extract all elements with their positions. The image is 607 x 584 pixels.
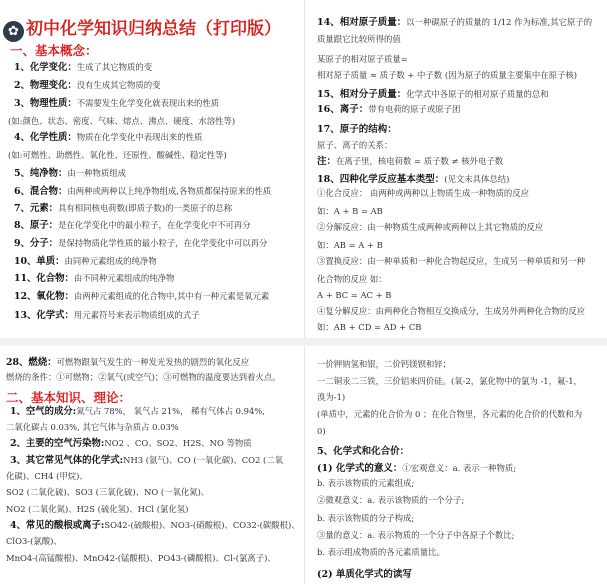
- knowledge-text: 二氧化碳占 0.03%, 其它气体与杂质占 0.03%: [6, 422, 179, 432]
- knowledge-line: [10, 520, 300, 531]
- concept-definition: 是保持物质化学性质的最小粒子，在化学变化中可以再分: [58, 238, 268, 248]
- knowledge-text: 氮气占 78%， 氧气占 21%， 稀有气体占 0.94%,: [76, 406, 265, 416]
- concept-term: 6、混合物：: [14, 186, 68, 197]
- knowledge-line: [6, 487, 209, 498]
- concept-definition: 以一种碳原子的质量的 1/12 作为标准,其它原子的: [406, 17, 593, 27]
- concept-item: [14, 62, 152, 73]
- brain-icon: ✿: [3, 21, 24, 42]
- concept-definition: 是在化学变化中的最小粒子，在化学变化中不可再分: [58, 220, 251, 230]
- knowledge-text: SO42-(硫酸根)、NO3-(硝酸根)、CO32-(碳酸根)、: [104, 520, 300, 530]
- concept-definition: 由两种或两种以上纯净物组成,各物质都保持原来的性质: [67, 186, 272, 196]
- knowledge-heading: (2) 单质化学式的读写: [317, 569, 412, 580]
- concept-definition: 由不同种元素组成的纯净物: [73, 273, 175, 283]
- concept-line: ④复分解反应：由两种化合物相互交换成分，生成另外两种化合物的反应: [317, 306, 585, 316]
- concept-term: 18、四种化学反应基本类型：: [317, 174, 445, 185]
- concept-line: 相对原子质量 ≈ 质子数 + 中子数 (因为原子的质量主要集中在原子核): [317, 70, 578, 80]
- concept-definition: 不需要发生化学变化就表现出来的性质: [76, 98, 220, 108]
- concept-definition: 在离子里，核电荷数 = 质子数 ≠ 核外电子数: [336, 156, 504, 166]
- concept-heading: [317, 14, 592, 28]
- knowledge-text: 化碳)、CH4 (甲烷)、: [6, 471, 88, 481]
- concept-term: 2、物理变化：: [14, 80, 77, 91]
- document-title: 初中化学知识归纳总结（打印版）: [26, 19, 281, 39]
- concept-heading: [317, 171, 509, 185]
- knowledge-heading: 5、化学式和化合价：: [317, 446, 410, 457]
- concept-line: ①化合反应： 由两种或两种以上物质生成一种物质的反应: [317, 188, 530, 198]
- concept-definition: 由一种物质组成: [67, 168, 127, 178]
- concept-term: 9、分子：: [14, 238, 59, 249]
- knowledge-text: NO2 、CO、SO2、H2S、NO 等物质: [104, 438, 252, 448]
- concept-item: [14, 168, 126, 179]
- concept-heading: [317, 86, 549, 100]
- concept-definition: 由同种元素组成的纯净物: [64, 256, 157, 266]
- knowledge-line: [6, 536, 62, 547]
- concept-item: [14, 186, 271, 197]
- section-heading-basic-knowledge: 二、基本知识、理论：: [6, 390, 132, 405]
- knowledge-line: [6, 553, 276, 564]
- concept-term: 14、相对原子质量：: [317, 17, 407, 28]
- concept-heading: [317, 101, 460, 115]
- knowledge-line: 一价钾钠氢和银，二价钙镁钡和锌；: [317, 359, 451, 369]
- concept-item: [14, 220, 251, 231]
- knowledge-line: b. 表示该物质的分子构成;: [317, 513, 415, 523]
- concept-term: 4、化学性质：: [14, 132, 77, 143]
- concept-item: [8, 116, 235, 127]
- concept-term: 11、化合物：: [14, 273, 74, 284]
- concept-definition: 物质在化学变化中表现出来的性质: [76, 132, 203, 142]
- concept-term: 12、氧化物：: [14, 291, 74, 302]
- concept-line: 质量跟它比较所得的值: [317, 34, 401, 44]
- burn-definition: 28、燃烧：可燃物跟氧气发生的一种发光发热的剧烈的氧化反应: [6, 357, 250, 368]
- concept-definition: (见文末具体总结): [444, 174, 510, 184]
- knowledge-line: [10, 406, 265, 417]
- concept-definition: (如:可燃性、助燃性、氧化性、还原性、酸碱性、稳定性等): [8, 150, 227, 160]
- page-bottom-right: [305, 346, 607, 584]
- concept-line: 如：AB + CD = AD + CB: [317, 322, 422, 332]
- concept-term: 1、化学变化：: [14, 62, 77, 73]
- concept-definition: 具有相同核电荷数(即质子数)的一类原子的总称: [58, 203, 233, 213]
- concept-term: 3、物理性质：: [14, 98, 77, 109]
- concept-item: [14, 310, 200, 321]
- concept-line: 某原子的相对原子质量=: [317, 54, 408, 64]
- section-heading-basic-concepts: 一、基本概念：: [10, 43, 98, 58]
- knowledge-line: 0): [317, 426, 326, 436]
- page-top-left: [0, 0, 305, 338]
- concept-heading: [317, 121, 397, 135]
- concept-term: 16、离子：: [317, 104, 369, 115]
- concept-item: [8, 150, 227, 161]
- concept-definition: 化学式中各原子的相对原子质量的总和: [406, 89, 549, 99]
- concept-item: [14, 80, 161, 91]
- concept-term: 7、元素：: [14, 203, 59, 214]
- concept-definition: (如:颜色、状态、密度、气味、熔点、沸点、硬度、水溶性等): [8, 116, 236, 126]
- burn-conditions: 燃烧的条件：①可燃物；②氧气(或空气)；③可燃物的温度要达到着火点。: [6, 372, 281, 382]
- concept-term: 13、化学式：: [14, 310, 74, 321]
- note-line: [317, 153, 503, 167]
- knowledge-term: (1) 化学式的意义：: [317, 463, 403, 474]
- knowledge-line: [6, 422, 179, 433]
- concept-item: [14, 273, 174, 284]
- concept-item: [14, 291, 269, 302]
- concept-item: [14, 203, 232, 214]
- concept-term: 17、原子的结构：: [317, 124, 397, 135]
- knowledge-line: (单质中，元素的化合价为 0 ；在化合物里，各元素的化合价的代数和为: [317, 409, 583, 419]
- concept-line: ③置换反应：由一种单质和一种化合物起反应，生成另一种单质和另一种: [317, 256, 585, 266]
- concept-term: 10、单质：: [14, 256, 65, 267]
- concept-item: [14, 238, 267, 249]
- knowledge-line: b. 表示该物质的元素组成;: [317, 478, 415, 488]
- knowledge-line: [6, 504, 188, 515]
- concept-definition: 生成了其它物质的变: [76, 62, 153, 72]
- knowledge-line: ②微观意义：a. 表示该物质的一个分子;: [317, 495, 465, 505]
- knowledge-line: [10, 455, 283, 466]
- knowledge-term: 3、其它常见气体的化学式:: [10, 455, 124, 466]
- concept-term: 注：: [317, 156, 337, 167]
- knowledge-line: 溴为-1): [317, 392, 346, 402]
- concept-line: 如：AB = A + B: [317, 240, 383, 250]
- concept-item: [14, 98, 219, 109]
- concept-term: 5、纯净物：: [14, 168, 68, 179]
- knowledge-line: b. 表示组成物质的各元素质量比。: [317, 547, 445, 557]
- knowledge-text: ①宏观意义：a. 表示一种物质;: [402, 463, 517, 473]
- concept-term: 15、相对分子质量：: [317, 89, 407, 100]
- knowledge-term: 4、常见的酸根或离子:: [10, 520, 105, 531]
- concept-line: 化合物的反应 如：: [317, 274, 387, 284]
- knowledge-term: 2、主要的空气污染物:: [10, 438, 105, 449]
- concept-line: A + BC = AC + B: [317, 290, 392, 300]
- knowledge-line: 一二铜汞二三铁，三价铝来四价硅。(氧-2，氯化物中的氯为 -1，氟-1，: [317, 376, 582, 386]
- concept-definition: 没有生成其它物质的变: [76, 80, 161, 90]
- concept-line: 如：A + B = AB: [317, 206, 383, 216]
- knowledge-term: 1、空气的成分:: [10, 406, 77, 417]
- page-top-right: [305, 0, 607, 338]
- concept-line: ②分解反应：由一种物质生成两种或两种以上其它物质的反应: [317, 222, 544, 232]
- concept-definition: 由两种元素组成的化合物中,其中有一种元素是氧元素: [73, 291, 270, 301]
- knowledge-text: NH3 (氨气)、CO (一氧化碳)、CO2 (二氧: [123, 455, 284, 465]
- concept-definition: 用元素符号来表示物质组成的式子: [73, 310, 200, 320]
- knowledge-line: ③量的意义：a. 表示物质的一个分子中各原子个数比;: [317, 530, 515, 540]
- knowledge-line: [10, 438, 252, 449]
- knowledge-text: ClO3-(氯酸)、: [6, 536, 62, 546]
- concept-line: 原子、离子的关系：: [317, 140, 393, 150]
- knowledge-subheading: [317, 460, 516, 474]
- knowledge-text: NO2 (二氧化氮)、H2S (硫化氢)、HCl (氯化氢): [6, 504, 189, 514]
- knowledge-text: SO2 (二氧化硫)、SO3 (三氧化硫)、NO (一氧化氮)、: [6, 487, 210, 497]
- concept-term: 8、原子：: [14, 220, 59, 231]
- knowledge-text: MnO4-(高锰酸根)、MnO42-(锰酸根)、PO43-(磷酸根)、Cl-(氯离子)、: [6, 553, 276, 563]
- page-separator: [0, 338, 607, 346]
- page-bottom-left: [0, 346, 305, 584]
- concept-item: [14, 132, 202, 143]
- concept-item: [14, 256, 157, 267]
- knowledge-line: [6, 471, 88, 482]
- concept-definition: 带有电荷的原子或原子团: [368, 104, 461, 114]
